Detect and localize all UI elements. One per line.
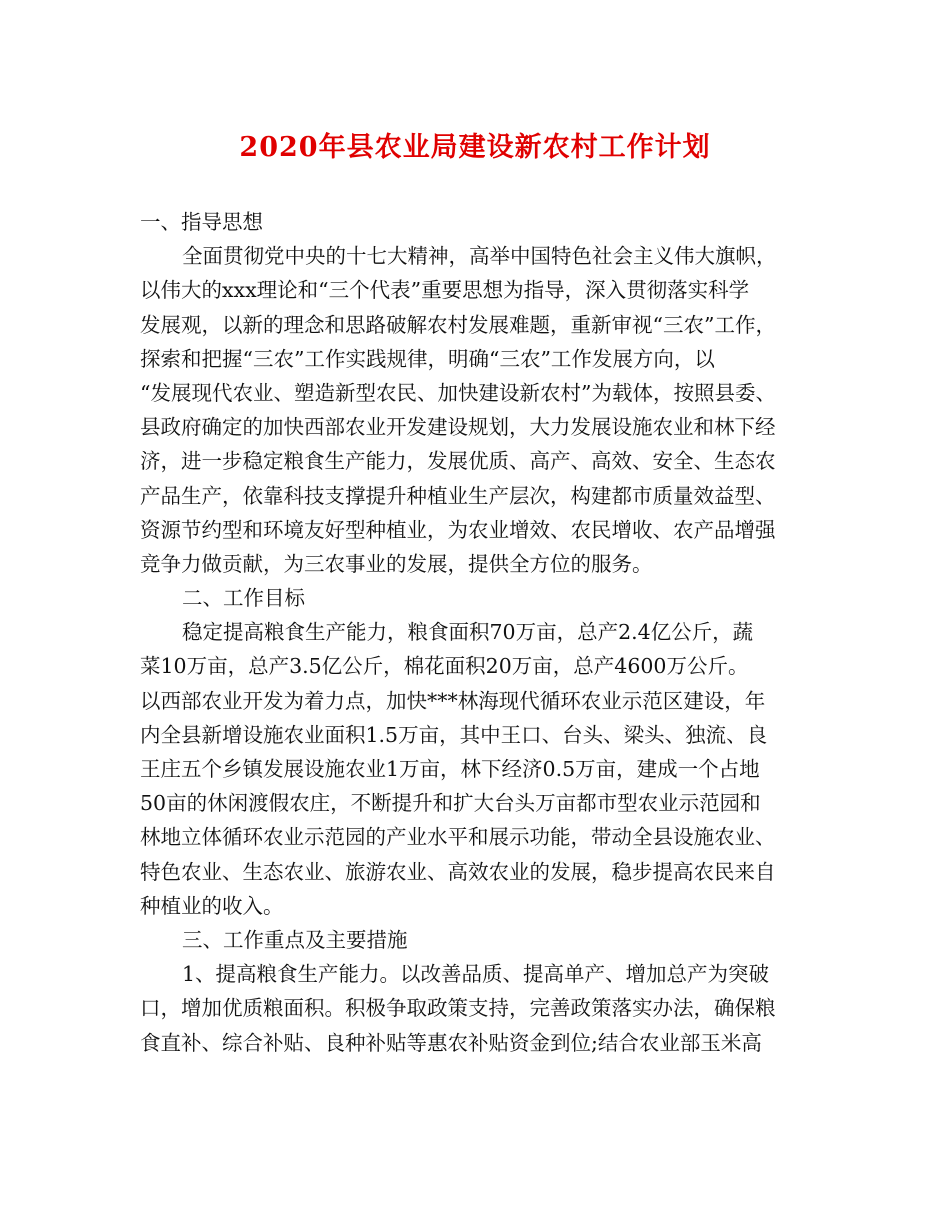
text-line: 王庄五个乡镇发展设施农业1万亩，林下经济0.5万亩，建成一个占地	[140, 757, 760, 781]
document-body	[140, 205, 820, 1060]
text-line: 产品生产，依靠科技支撑提升种植业生产层次，构建都市质量效益型、	[140, 483, 776, 508]
text-line: 内全县新增设施农业面积1.5万亩，其中王口、台头、梁头、独流、良	[140, 722, 768, 747]
text-line: “发展现代农业、塑造新型农民、加快建设新农村”为载体，按照县委、	[140, 380, 776, 405]
text-line: 三、工作重点及主要措施	[182, 927, 408, 952]
text-line: 种植业的收入。	[140, 893, 284, 918]
text-line: 资源节约型和环境友好型种植业，为农业增效、农民增收、农产品增强	[140, 517, 776, 542]
text-line: 口，增加优质粮面积。积极争取政策支持，完善政策落实办法，确保粮	[140, 996, 776, 1021]
text-line: 发展观，以新的理念和思路破解农村发展难题，重新审视“三农”工作，	[140, 312, 776, 337]
text-line: 1、提高粮食生产能力。以改善品质、提高单产、增加总产为突破	[182, 962, 770, 987]
text-line: 稳定提高粮食生产能力，粮食面积70万亩，总产2.4亿公斤，蔬	[182, 620, 754, 645]
document-title: 2020年县农业局建设新农村工作计划	[239, 132, 711, 163]
text-line: 竞争力做贡献，为三农事业的发展，提供全方位的服务。	[140, 551, 653, 576]
text-line: 菜10万亩，总产3.5亿公斤，棉花面积20万亩，总产4600万公斤。	[140, 654, 749, 679]
text-line: 林地立体循环农业示范园的产业水平和展示功能，带动全县设施农业、	[140, 825, 776, 850]
text-line: 二、工作目标	[182, 586, 305, 611]
text-line: 特色农业、生态农业、旅游农业、高效农业的发展，稳步提高农民来自	[140, 859, 776, 884]
text-line: 县政府确定的加快西部农业开发建设规划，大力发展设施农业和林下经	[140, 415, 776, 440]
text-line: 食直补、综合补贴、良种补贴等惠农补贴资金到位;结合农业部玉米高	[140, 1030, 762, 1055]
text-line: 一、指导思想	[140, 210, 263, 234]
text-line: 全面贯彻党中央的十七大精神，高举中国特色社会主义伟大旗帜，	[182, 244, 777, 269]
text-line: 以西部农业开发为着力点，加快***林海现代循环农业示范区建设，年	[140, 688, 766, 713]
text-line: 济，进一步稳定粮食生产能力，发展优质、高产、高效、安全、生态农	[140, 449, 776, 474]
text-line: 探索和把握“三农”工作实践规律，明确“三农”工作发展方向，以	[140, 346, 715, 371]
text-line: 50亩的休闲渡假农庄，不断提升和扩大台头万亩都市型农业示范园和	[140, 791, 761, 816]
text-line: 以伟大的xxx理论和“三个代表”重要思想为指导，深入贯彻落实科学	[140, 278, 750, 303]
